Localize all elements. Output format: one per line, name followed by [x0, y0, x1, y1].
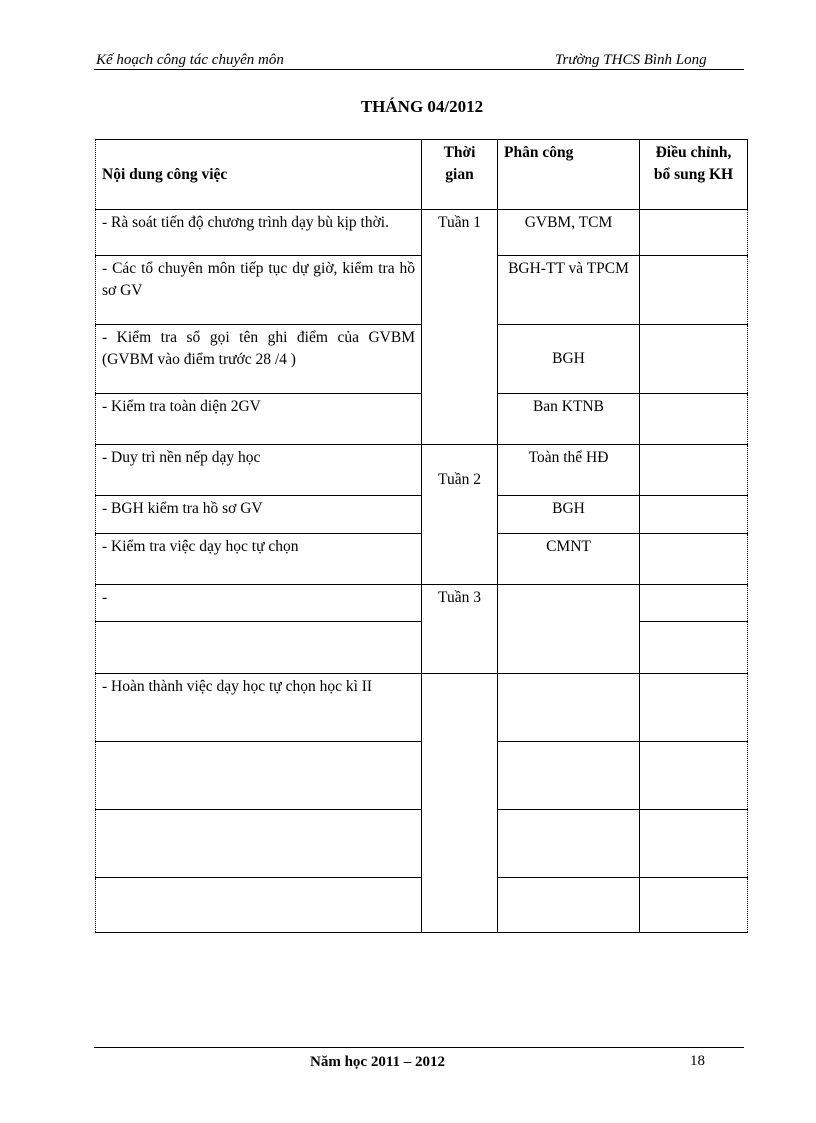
task-assignee: CMNT — [498, 534, 640, 585]
table-header-row — [96, 140, 748, 210]
task-content: - Duy trì nền nếp dạy học — [96, 445, 422, 496]
footer-divider — [94, 1047, 744, 1048]
task-assignee — [498, 585, 640, 674]
task-assignee: Ban KTNB — [498, 394, 640, 445]
page-number: 18 — [690, 1053, 705, 1069]
task-content: - Kiểm tra sổ gọi tên ghi điểm của GVBM (GVBM vào điểm trước 28 /4 ) — [96, 325, 422, 394]
task-adjust — [640, 496, 748, 534]
table-row — [96, 445, 748, 496]
task-assignee: BGH — [498, 325, 640, 394]
task-assignee — [498, 810, 640, 878]
header-divider — [94, 69, 744, 70]
task-adjust — [640, 622, 748, 674]
task-content: - BGH kiểm tra hồ sơ GV — [96, 496, 422, 534]
task-assignee — [498, 742, 640, 810]
week-cell: Tuần 3 — [422, 585, 498, 674]
week-cell: Tuần 2 — [422, 445, 498, 585]
week-cell: Tuần 1 — [422, 210, 498, 445]
header-document-title: Kế hoạch công tác chuyên môn — [96, 52, 284, 68]
column-header-time: Thời gian — [422, 140, 498, 210]
task-adjust — [640, 585, 748, 622]
task-assignee: BGH — [498, 496, 640, 534]
week-cell — [422, 674, 498, 933]
task-adjust — [640, 325, 748, 394]
task-content: - — [96, 585, 422, 622]
task-content: - Kiểm tra toàn diện 2GV — [96, 394, 422, 445]
column-header-adjust: Điều chỉnh, bổ sung KH — [640, 140, 748, 210]
task-content: - Các tổ chuyên môn tiếp tục dự giờ, kiểm tra hồ sơ GV — [96, 256, 422, 325]
task-assignee — [498, 674, 640, 742]
table-row — [96, 585, 748, 622]
page-title: THÁNG 04/2012 — [360, 97, 484, 116]
task-content — [96, 810, 422, 878]
task-assignee: Toàn thể HĐ — [498, 445, 640, 496]
task-adjust — [640, 210, 748, 256]
task-adjust — [640, 674, 748, 742]
task-assignee: GVBM, TCM — [498, 210, 640, 256]
task-adjust — [640, 878, 748, 933]
task-adjust — [640, 445, 748, 496]
table-row — [96, 210, 748, 256]
footer-school-year: Năm học 2011 – 2012 — [310, 1054, 445, 1070]
task-adjust — [640, 534, 748, 585]
task-content — [96, 742, 422, 810]
work-plan-table — [95, 139, 748, 933]
task-assignee — [498, 878, 640, 933]
task-adjust — [640, 810, 748, 878]
task-adjust — [640, 742, 748, 810]
column-header-content: Nội dung công việc — [96, 140, 422, 210]
task-content: - Rà soát tiến độ chương trình dạy bù kịp thời. — [96, 210, 422, 256]
task-content — [96, 878, 422, 933]
task-assignee: BGH-TT và TPCM — [498, 256, 640, 325]
column-header-assign: Phân công — [498, 140, 640, 210]
task-content: - Kiểm tra việc dạy học tự chọn — [96, 534, 422, 585]
table-row — [96, 674, 748, 742]
task-content — [96, 622, 422, 674]
task-adjust — [640, 394, 748, 445]
task-adjust — [640, 256, 748, 325]
task-content: - Hoàn thành việc dạy học tự chọn học kì II — [96, 674, 422, 742]
header-school-name: Trường THCS Bình Long — [555, 52, 707, 68]
